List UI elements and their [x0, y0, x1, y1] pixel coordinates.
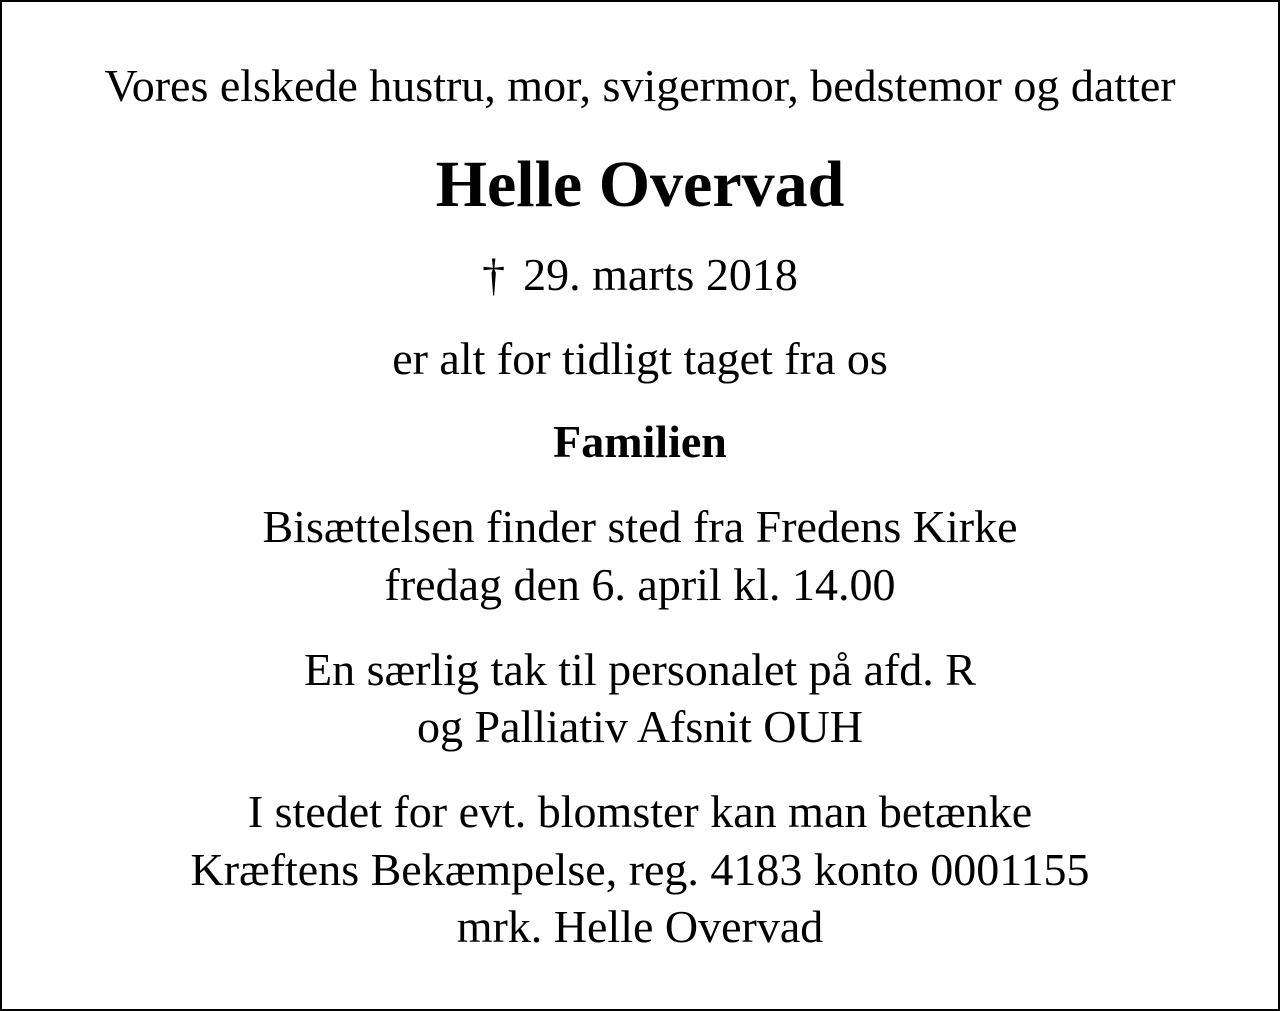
- donation-account: Kræftens Bekæmpelse, reg. 4183 konto 0001155: [190, 844, 1090, 895]
- taken-text: er alt for tidligt taget fra os: [392, 333, 888, 384]
- deceased-name: Helle Overvad: [435, 148, 845, 221]
- thanks-text: En særlig tak til personalet på afd. R: [304, 644, 976, 695]
- intro-text: Vores elskede hustru, mor, svigermor, bedstemor og datter: [104, 60, 1176, 111]
- death-line: [2, 247, 1278, 303]
- funeral-location: Bisættelsen finder sted fra Fredens Kirke: [262, 501, 1018, 552]
- dagger-icon: †: [482, 249, 506, 300]
- death-date: 29. marts 2018: [523, 249, 798, 300]
- donation-text: I stedet for evt. blomster kan man betænke: [247, 786, 1033, 837]
- donation-reference: mrk. Helle Overvad: [456, 901, 824, 952]
- funeral-time: fredag den 6. april kl. 14.00: [384, 559, 896, 610]
- thanks-text-continued: og Palliativ Afsnit OUH: [417, 701, 863, 752]
- family-signature: Familien: [553, 416, 727, 467]
